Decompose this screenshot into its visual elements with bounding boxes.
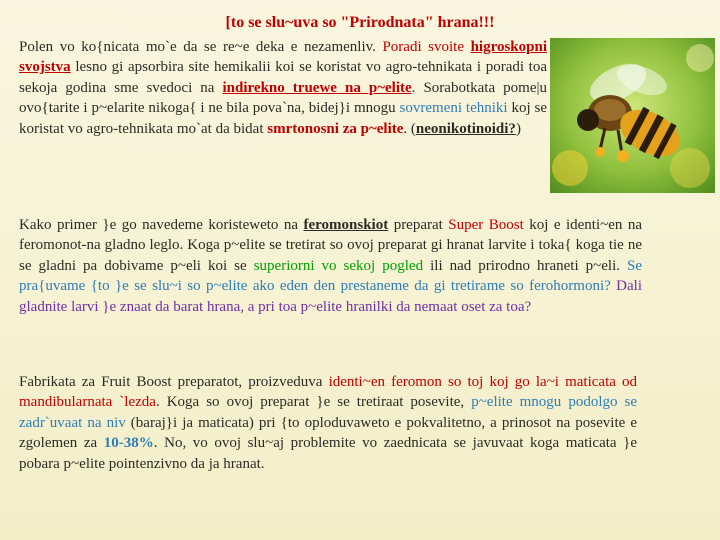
highlight-bees-stay-longer: p~elite mnogu podolgo se zadr`uvaat na niv — [19, 394, 637, 431]
highlight-hygroscopic: higroskopni svojstva — [19, 39, 548, 76]
paragraph-pollen — [19, 37, 547, 139]
text: . No, vo ovoj slu~aj problemite vo zaednicata se javuvaat koga maticata }e pobara p~elite pointenzivno da ja hranat. — [19, 435, 638, 472]
highlight-neonicotinoids: neonikotinoidi? — [415, 120, 516, 137]
text: preparat — [393, 217, 443, 233]
text: . Koga so ovoj preparat }e se tretiraat posevite, — [155, 394, 465, 411]
bee-photo — [550, 38, 715, 193]
text: (baraj}i ja maticata) pri {to oploduvaweto e pokvalitetno, a prinosot na posevite e zgolemen za — [19, 414, 637, 452]
slide-title: [to se slu~uva so "Prirodnata" hrana!!! — [225, 14, 495, 31]
highlight-super-boost: Super Boost — [448, 217, 524, 233]
text: lesno gi apsorbira site hemikalii koi se koristat vo agro-tehnikata i poradi toa sekoja godina sme svedoci na — [19, 59, 548, 96]
highlight-percentage: 10-38% — [103, 435, 154, 452]
paragraph-fruit-boost — [19, 372, 637, 474]
highlight-question: Se pra{uvame {to }e se slu~i so p~elite ako eden den prestaneme da gi tretirame so ferohormoni? — [19, 257, 643, 295]
text: koj se koristat vo agro-tehnikata mo`at da bidat — [19, 100, 547, 137]
highlight-indirect-poisoning: indirekno truewe na p~elite — [222, 79, 412, 96]
text: . ( — [403, 120, 416, 137]
highlight-pheromone: feromonskiot — [303, 217, 389, 233]
highlight-superior: superiorni vo sekoj pogled — [253, 257, 424, 274]
text: Polen vo ko{nicata mo`e da se re~e deka e nezamenliv. — [19, 39, 376, 55]
highlight-deadly: smrtonosni za p~elite — [267, 120, 404, 137]
text: koj e identi~en na feromonot-na gladno leglo. Koga p~elite se tretirat so ovoj preparat gi hranat larvite i toka{ koga tie ne se gladni pa dobivame p~eli koi se — [19, 217, 643, 274]
text: ili nad prirodno hraneti p~eli. — [430, 257, 621, 274]
highlight-modern-techniques: sovremeni tehniki — [399, 100, 508, 117]
text: Poradi svoite — [382, 39, 465, 55]
highlight-larvae-question: Dali gladnite larvi }e znaat da barat hrana, a pri toa p~elite hranilki da nemaat oset za toa? — [19, 278, 642, 315]
text: . Sorabotkata pome|u ovo{tarite i p~elarite nikoga{ i ne bila pova`na, bidej}i mnogu — [19, 79, 547, 117]
text: Fabrikata za Fruit Boost preparatot, proizveduva — [19, 374, 323, 390]
paragraph-super-boost — [19, 215, 642, 317]
text: Kako primer }e go navedeme koristeweto na — [19, 217, 299, 233]
text: ) — [515, 120, 521, 137]
highlight-identical-pheromone: identi~en feromon so toj koj go la~i maticata od mandibularnata `lezda — [19, 374, 638, 411]
